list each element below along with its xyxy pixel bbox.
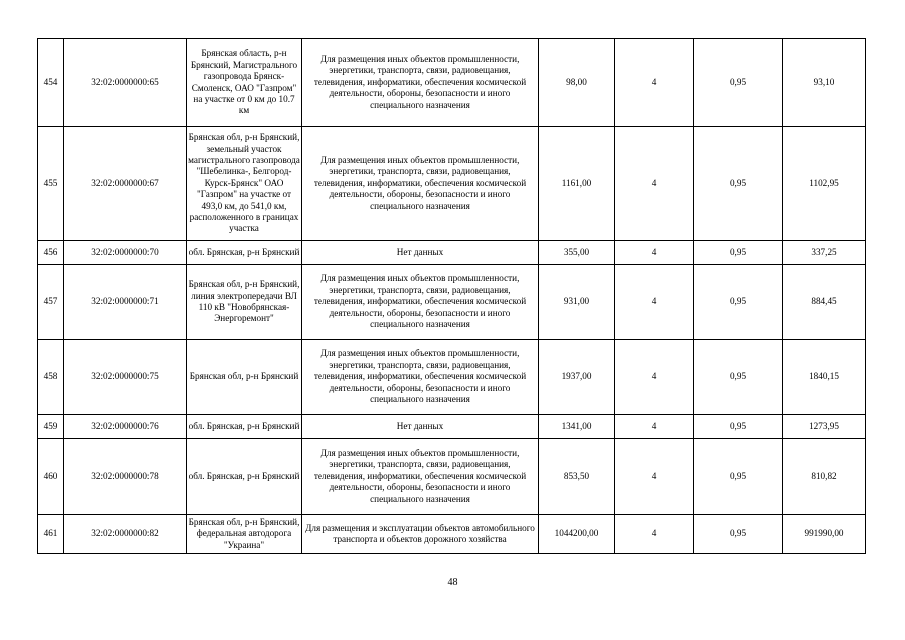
- total-cell: 1840,15: [783, 340, 866, 415]
- area-cell: 355,00: [539, 241, 615, 265]
- area-cell: 931,00: [539, 265, 615, 340]
- category-cell: 4: [615, 515, 694, 554]
- page-number: 48: [447, 577, 458, 588]
- purpose-cell: Нет данных: [302, 241, 539, 265]
- area-cell: 1161,00: [539, 127, 615, 241]
- coefficient-cell: 0,95: [694, 265, 783, 340]
- row-number: 459: [38, 415, 64, 439]
- location-cell: Брянская обл, р-н Брянский, земельный участок магистрального газопровода "Шебелинка-, Белгород-Курск-Брянск" ОАО "Газпром" на участке от 493,0 км, до 541,0 км, расположенного в границах участка: [187, 127, 302, 241]
- total-cell: 1273,95: [783, 415, 866, 439]
- table-row: [38, 241, 866, 265]
- category-cell: 4: [615, 439, 694, 515]
- table-row: [38, 39, 866, 127]
- location-cell: Брянская обл, р-н Брянский: [187, 340, 302, 415]
- area-cell: 98,00: [539, 39, 615, 127]
- location-cell: обл. Брянская, р-н Брянский: [187, 439, 302, 515]
- purpose-cell: Для размещения иных объектов промышленности, энергетики, транспорта, связи, радиовещания, телевидения, информатики, обеспечения космической деятельности, обороны, безопасности и иного специального назначения: [302, 265, 539, 340]
- table-row: [38, 265, 866, 340]
- row-number: 455: [38, 127, 64, 241]
- land-register-table: [37, 38, 866, 554]
- area-cell: 1044200,00: [539, 515, 615, 554]
- category-cell: 4: [615, 265, 694, 340]
- category-cell: 4: [615, 127, 694, 241]
- location-cell: Брянская обл, р-н Брянский, федеральная автодорога "Украина": [187, 515, 302, 554]
- row-number: 461: [38, 515, 64, 554]
- coefficient-cell: 0,95: [694, 439, 783, 515]
- area-cell: 1341,00: [539, 415, 615, 439]
- total-cell: 810,82: [783, 439, 866, 515]
- row-number: 456: [38, 241, 64, 265]
- area-cell: 1937,00: [539, 340, 615, 415]
- location-cell: Брянская область, р-н Брянский, Магистрального газопровода Брянск-Смоленск, ОАО "Газпром" на участке от 0 км до 10.7 км: [187, 39, 302, 127]
- cadastral-number: 32:02:0000000:82: [64, 515, 187, 554]
- coefficient-cell: 0,95: [694, 241, 783, 265]
- location-cell: обл. Брянская, р-н Брянский: [187, 241, 302, 265]
- purpose-cell: Для размещения иных объектов промышленности, энергетики, транспорта, связи, радиовещания, телевидения, информатики, обеспечения космической деятельности, обороны, безопасности и иного специального назначения: [302, 340, 539, 415]
- total-cell: 884,45: [783, 265, 866, 340]
- purpose-cell: Для размещения иных объектов промышленности, энергетики, транспорта, связи, радиовещания, телевидения, информатики, обеспечения космической деятельности, обороны, безопасности и иного специального назначения: [302, 127, 539, 241]
- cadastral-number: 32:02:0000000:78: [64, 439, 187, 515]
- category-cell: 4: [615, 241, 694, 265]
- purpose-cell: Для размещения иных объектов промышленности, энергетики, транспорта, связи, радиовещания, телевидения, информатики, обеспечения космической деятельности, обороны, безопасности и иного специального назначения: [302, 439, 539, 515]
- cadastral-number: 32:02:0000000:70: [64, 241, 187, 265]
- row-number: 457: [38, 265, 64, 340]
- total-cell: 337,25: [783, 241, 866, 265]
- cadastral-number: 32:02:0000000:67: [64, 127, 187, 241]
- table-row: [38, 340, 866, 415]
- total-cell: 93,10: [783, 39, 866, 127]
- purpose-cell: Для размещения иных объектов промышленности, энергетики, транспорта, связи, радиовещания, телевидения, информатики, обеспечения космической деятельности, обороны, безопасности и иного специального назначения: [302, 39, 539, 127]
- table-row: [38, 415, 866, 439]
- total-cell: 1102,95: [783, 127, 866, 241]
- coefficient-cell: 0,95: [694, 340, 783, 415]
- coefficient-cell: 0,95: [694, 515, 783, 554]
- purpose-cell: Нет данных: [302, 415, 539, 439]
- area-cell: 853,50: [539, 439, 615, 515]
- category-cell: 4: [615, 415, 694, 439]
- row-number: 454: [38, 39, 64, 127]
- location-cell: обл. Брянская, р-н Брянский: [187, 415, 302, 439]
- cadastral-number: 32:02:0000000:71: [64, 265, 187, 340]
- coefficient-cell: 0,95: [694, 415, 783, 439]
- row-number: 460: [38, 439, 64, 515]
- cadastral-number: 32:02:0000000:76: [64, 415, 187, 439]
- purpose-cell: Для размещения и эксплуатации объектов автомобильного транспорта и объектов дорожного хозяйства: [302, 515, 539, 554]
- coefficient-cell: 0,95: [694, 39, 783, 127]
- location-cell: Брянская обл, р-н Брянский, линия электропередачи ВЛ 110 кВ "Новобрянская-Энергоремонт": [187, 265, 302, 340]
- total-cell: 991990,00: [783, 515, 866, 554]
- cadastral-number: 32:02:0000000:75: [64, 340, 187, 415]
- coefficient-cell: 0,95: [694, 127, 783, 241]
- table-row: [38, 515, 866, 554]
- category-cell: 4: [615, 39, 694, 127]
- table-row: [38, 439, 866, 515]
- category-cell: 4: [615, 340, 694, 415]
- cadastral-number: 32:02:0000000:65: [64, 39, 187, 127]
- table-row: [38, 127, 866, 241]
- row-number: 458: [38, 340, 64, 415]
